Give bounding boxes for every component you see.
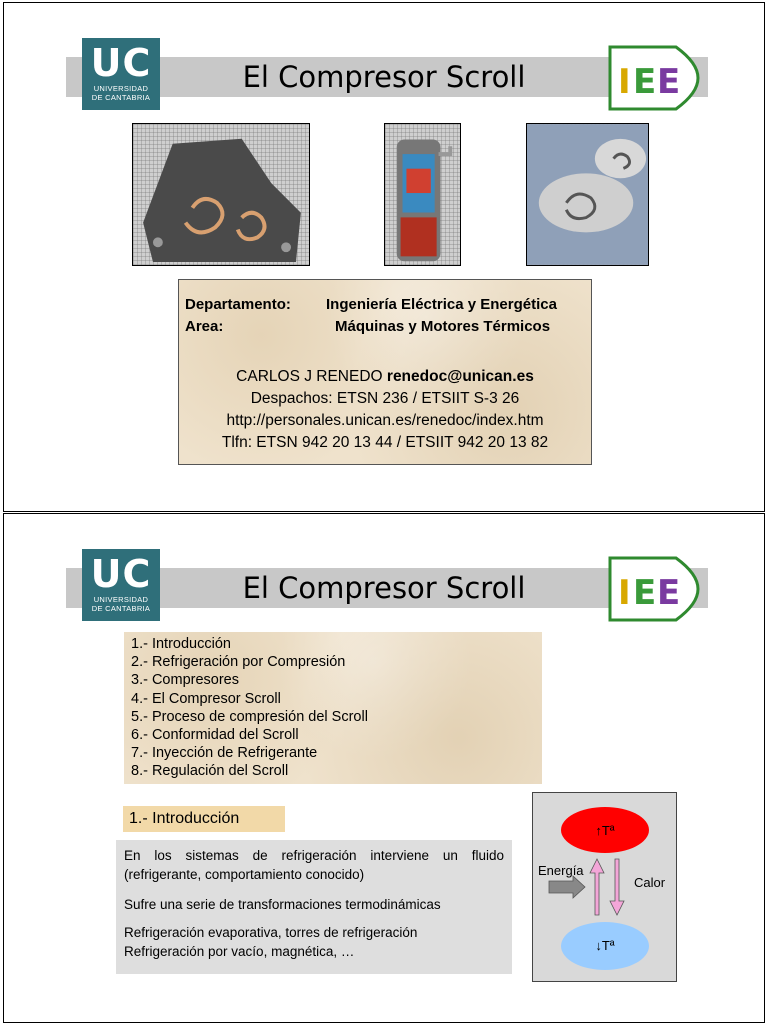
homepage-link[interactable]: http://personales.unican.es/renedoc/index.htm xyxy=(226,412,544,429)
department-label: Departamento: xyxy=(185,296,291,313)
energy-label: Energía xyxy=(538,863,584,878)
uc-logo-mark: UC xyxy=(90,552,152,596)
table-of-contents xyxy=(124,632,542,784)
heat-up-arrow xyxy=(590,859,604,915)
iee-logo-text: I xyxy=(618,62,631,102)
svg-text:E: E xyxy=(657,62,681,102)
intro-paragraph-3: Refrigeración evaporativa, torres de refrigeración xyxy=(124,925,418,940)
slide-title: El Compresor Scroll xyxy=(242,571,526,605)
toc-item: 1.- Introducción xyxy=(131,636,231,652)
slide-1 xyxy=(3,2,765,512)
toc-item: 5.- Proceso de compresión del Scroll xyxy=(131,708,368,725)
uc-logo-line2: DE CANTABRIA xyxy=(91,93,151,102)
toc-item: 8.- Regulación del Scroll xyxy=(131,763,289,780)
hot-label: ↑Tª xyxy=(595,823,615,838)
toc-item: 7.- Inyección de Refrigerante xyxy=(131,745,318,762)
department-value: Ingeniería Eléctrica y Energética xyxy=(326,296,557,313)
intro-paragraph-4: Refrigeración por vacío, magnética, … xyxy=(124,944,355,959)
uc-logo-line1: UNIVERSIDAD xyxy=(93,84,149,93)
heat-down-arrow xyxy=(610,859,624,915)
uc-logo-mark: UC xyxy=(90,41,152,85)
slide-2 xyxy=(3,513,765,1023)
slide-title: El Compresor Scroll xyxy=(242,60,526,94)
toc-item: 3.- Compresores xyxy=(131,672,239,689)
toc-item: 2.- Refrigeración por Compresión xyxy=(131,654,346,671)
svg-text:E: E xyxy=(633,573,657,613)
refrigeration-diagram xyxy=(532,792,677,982)
iee-logo xyxy=(606,43,702,113)
energy-arrow xyxy=(549,876,585,898)
author-name: CARLOS J RENEDO xyxy=(236,368,383,385)
uc-logo xyxy=(82,38,160,110)
iee-logo-text: I xyxy=(618,573,631,613)
author-line xyxy=(179,366,591,387)
toc-item: 4.- El Compresor Scroll xyxy=(131,690,281,707)
uc-logo xyxy=(82,549,160,621)
phone-line: Tlfn: ETSN 942 20 13 44 / ETSIIT 942 20 13 82 xyxy=(221,434,549,451)
uc-logo-line2: DE CANTABRIA xyxy=(91,604,151,613)
scroll-photo-2 xyxy=(526,123,649,266)
intro-paragraph-2: Sufre una serie de transformaciones termodinámicas xyxy=(124,897,441,912)
area-label: Area: xyxy=(185,318,224,335)
intro-text-box xyxy=(116,840,512,974)
cold-label: ↓Tª xyxy=(595,938,615,953)
svg-text:E: E xyxy=(657,573,681,613)
heat-label: Calor xyxy=(634,875,666,890)
toc-item: 6.- Conformidad del Scroll xyxy=(131,727,299,744)
iee-logo xyxy=(606,554,702,624)
author-info-box xyxy=(178,279,592,465)
uc-logo-line1: UNIVERSIDAD xyxy=(93,595,149,604)
scroll-photo-1 xyxy=(132,123,310,266)
section-heading: 1.- Introducción xyxy=(123,806,285,832)
compressor-cutaway-photo xyxy=(384,123,461,266)
svg-text:E: E xyxy=(633,62,657,102)
intro-paragraph-1: En los sistemas de refrigeración interviene un fluido (refrigerante, comportamiento conocido) xyxy=(124,848,504,882)
toc-list xyxy=(124,632,542,781)
area-value: Máquinas y Motores Térmicos xyxy=(335,318,551,335)
author-email[interactable]: renedoc@unican.es xyxy=(386,368,534,385)
despachos-line: Despachos: ETSN 236 / ETSIIT S-3 26 xyxy=(250,390,520,407)
